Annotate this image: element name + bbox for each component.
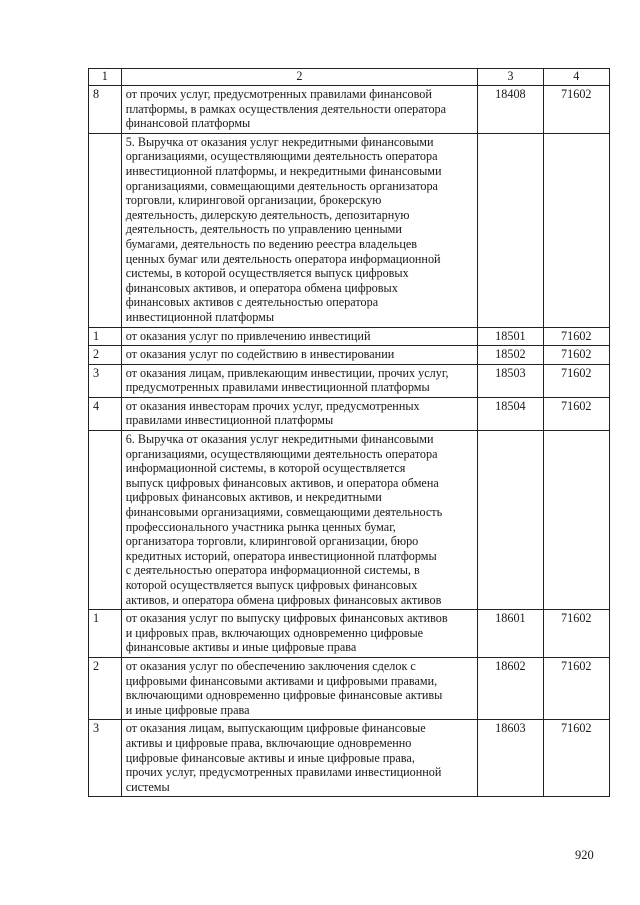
- account-number: [543, 397, 609, 430]
- symbol-code: [478, 657, 543, 719]
- accounts-table: [88, 68, 610, 797]
- table-header-row: [89, 69, 610, 86]
- symbol-code-text: 18601: [495, 611, 526, 626]
- row-description-text: от прочих услуг, предусмотренных правилами финансовой платформы, в рамках осуществления деятельности оператора финансовой платформы: [125, 87, 447, 131]
- row-number-text: 2: [93, 347, 100, 362]
- header-col-4: 4: [543, 69, 609, 86]
- symbol-code: [478, 431, 543, 610]
- row-number: [89, 610, 122, 658]
- symbol-code: [478, 86, 543, 134]
- symbol-code: [478, 610, 543, 658]
- row-number: [89, 720, 122, 797]
- symbol-code: [478, 397, 543, 430]
- account-number-text: 71602: [561, 365, 592, 380]
- account-number-text: 71602: [561, 328, 592, 343]
- row-number-text: 3: [93, 365, 100, 380]
- row-number-text: 3: [93, 721, 100, 736]
- row-description-text: от оказания инвесторам прочих услуг, предусмотренных правилами инвестиционной платформы: [125, 398, 420, 428]
- section-heading-row: [89, 431, 610, 610]
- row-number: [89, 133, 122, 327]
- header-col-1: 1: [89, 69, 122, 86]
- account-number-text: 71602: [561, 658, 592, 673]
- table-row: [89, 657, 610, 719]
- row-number: [89, 86, 122, 134]
- account-number: [543, 610, 609, 658]
- row-number-text: 8: [93, 87, 100, 101]
- row-number: [89, 327, 122, 346]
- section-heading: [121, 133, 478, 327]
- row-description-text: от оказания лицам, выпускающим цифровые финансовые активы и цифровые права, включающие одновременно цифровые финансовые активы и иные цифровые права, прочих услуг, предусмотренных правилами инвестиционной системы: [125, 721, 442, 794]
- account-number: [543, 327, 609, 346]
- account-number-text: 71602: [561, 347, 592, 362]
- row-description: [121, 657, 478, 719]
- row-number-text: 2: [93, 658, 100, 673]
- row-description-text: от оказания лицам, привлекающим инвестиции, прочих услуг, предусмотренных правилами инвестиционной платформы: [125, 365, 449, 395]
- row-description: [121, 397, 478, 430]
- row-description: [121, 610, 478, 658]
- symbol-code-text: 18502: [495, 347, 526, 362]
- row-number-text: 1: [93, 611, 100, 626]
- symbol-code-text: 18602: [495, 658, 526, 673]
- table-row: [89, 346, 610, 365]
- header-col-2: 2: [121, 69, 478, 86]
- page-number: 920: [575, 848, 594, 862]
- symbol-code: [478, 327, 543, 346]
- table-row: [89, 364, 610, 397]
- symbol-code-text: 18501: [495, 328, 526, 343]
- symbol-code-text: 18603: [495, 721, 526, 736]
- row-description: [121, 327, 478, 346]
- row-description-text: от оказания услуг по содействию в инвестировании: [125, 347, 395, 362]
- symbol-code: [478, 364, 543, 397]
- table-row: [89, 86, 610, 134]
- row-description: [121, 86, 478, 134]
- account-number: [543, 720, 609, 797]
- section-heading-row: [89, 133, 610, 327]
- row-description-text: от оказания услуг по привлечению инвестиций: [125, 328, 371, 343]
- table-body: [89, 69, 610, 797]
- account-number-text: 71602: [561, 611, 592, 626]
- row-number-text: 4: [93, 398, 100, 413]
- symbol-code-text: 18503: [495, 365, 526, 380]
- account-number-text: 71602: [561, 721, 592, 736]
- table-row: [89, 720, 610, 797]
- row-description-text: от оказания услуг по выпуску цифровых финансовых активов и цифровых прав, включающих одновременно цифровые финансовые активы и иные цифровые права: [125, 611, 448, 655]
- account-number-text: 71602: [561, 87, 592, 101]
- row-description: [121, 346, 478, 365]
- symbol-code: [478, 346, 543, 365]
- row-number: [89, 346, 122, 365]
- header-col-3: 3: [478, 69, 543, 86]
- symbol-code-text: 18408: [495, 87, 526, 101]
- table-row: [89, 397, 610, 430]
- account-number: [543, 431, 609, 610]
- section-heading-text: 5. Выручка от оказания услуг некредитными финансовыми организациями, осуществляющими деятельность оператора инвестиционной платформы, и некредитными финансовыми организациями, совмещающими деятельность организатора торговли, клиринговой организации, брокерскую деятельность, дилерскую деятельность, депозитарную деятельность, деятельность по управлению ценными бумагами, деятельность по ведению реестра владельцев ценных бумаг или деятельность оператора информационной системы, в которой осуществляется выпуск цифровых финансовых активов, и оператора обмена цифровых финансовых активов с деятельностью оператора инвестиционной платформы: [125, 134, 442, 324]
- account-number: [543, 364, 609, 397]
- account-number: [543, 86, 609, 134]
- symbol-code: [478, 133, 543, 327]
- row-number: [89, 364, 122, 397]
- row-description: [121, 720, 478, 797]
- row-description: [121, 364, 478, 397]
- table-row: [89, 610, 610, 658]
- symbol-code: [478, 720, 543, 797]
- row-description-text: от оказания услуг по обеспечению заключения сделок с цифровыми финансовыми активами и цифровыми правами, включающими одновременно цифровые финансовые активы и иные цифровые права: [125, 658, 443, 717]
- section-heading: [121, 431, 478, 610]
- account-number: [543, 346, 609, 365]
- account-number: [543, 657, 609, 719]
- account-number: [543, 133, 609, 327]
- row-number-text: 1: [93, 328, 100, 343]
- section-heading-text: 6. Выручка от оказания услуг некредитными финансовыми организациями, осуществляющими деятельность оператора информационной системы, в которой осуществляется выпуск цифровых финансовых активов, и оператора обмена цифровых финансовых активов, и некредитными финансовыми организациями, совмещающими деятельность профессионального участника рынка ценных бумаг, организатора торговли, клиринговой организации, бюро кредитных историй, оператора инвестиционной платформы с деятельностью оператора информационной системы, в которой осуществляется выпуск цифровых финансовых активов, и оператора обмена цифровых финансовых активов: [125, 432, 443, 607]
- table-row: [89, 327, 610, 346]
- row-number: [89, 397, 122, 430]
- row-number: [89, 431, 122, 610]
- row-number: [89, 657, 122, 719]
- symbol-code-text: 18504: [495, 398, 526, 413]
- account-number-text: 71602: [561, 398, 592, 413]
